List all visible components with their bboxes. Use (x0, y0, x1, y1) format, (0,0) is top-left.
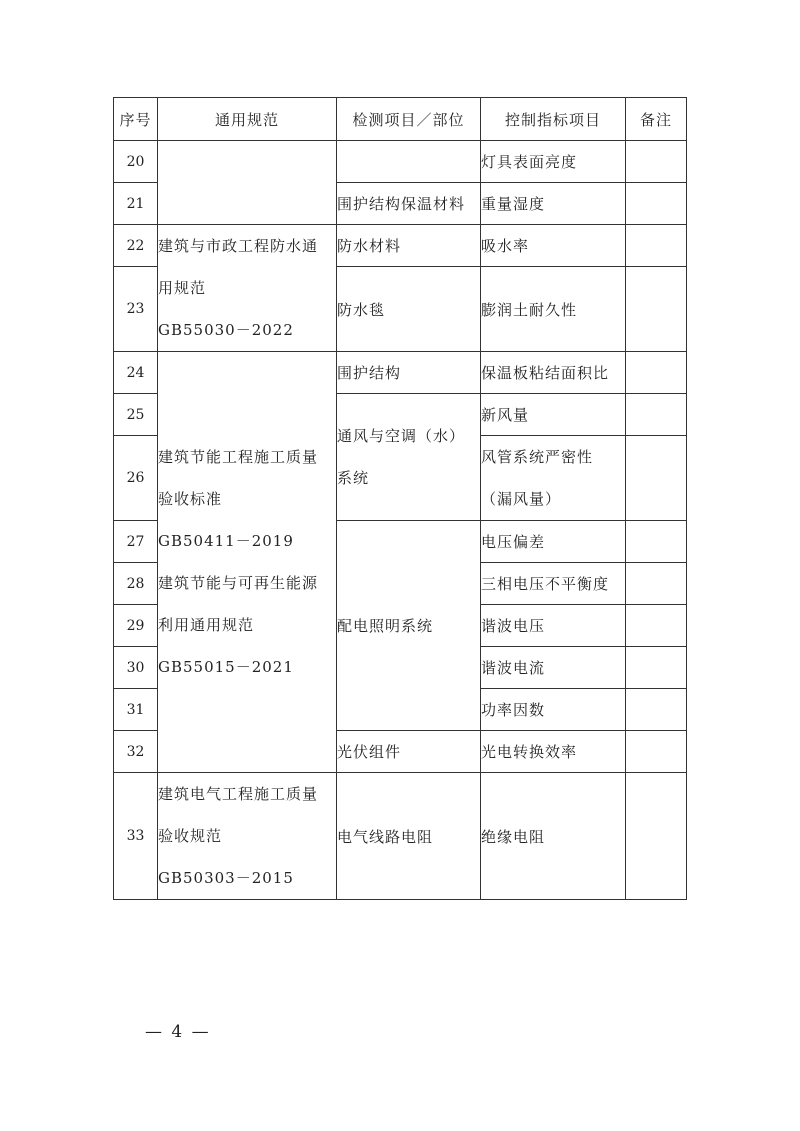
standard-cell-empty (158, 141, 337, 225)
standard-line: 建筑节能工程施工质量 (158, 448, 319, 466)
indicator-cell: 功率因数 (481, 689, 626, 731)
header-seq: 序号 (114, 98, 158, 141)
row-number: 31 (114, 689, 158, 731)
indicator-cell: 膨润土耐久性 (481, 267, 626, 352)
indicator-cell: 电压偏差 (481, 521, 626, 563)
row-number: 27 (114, 521, 158, 563)
table-row (114, 141, 687, 183)
row-number: 23 (114, 267, 158, 352)
header-remark: 备注 (626, 98, 687, 141)
row-number: 28 (114, 563, 158, 605)
standard-line: 建筑与市政工程防水通 (158, 237, 319, 255)
item-cell: 防水材料 (337, 225, 481, 267)
header-standard: 通用规范 (158, 98, 337, 141)
remark-cell (626, 394, 687, 436)
item-cell: 围护结构 (337, 352, 481, 394)
standard-line: 建筑节能与可再生能源 (158, 574, 319, 592)
item-cell: 防水毯 (337, 267, 481, 352)
row-number: 30 (114, 647, 158, 689)
remark-cell (626, 689, 687, 731)
row-number: 22 (114, 225, 158, 267)
remark-cell (626, 141, 687, 183)
standard-line: 验收标准 (158, 490, 223, 508)
table-row (114, 352, 687, 394)
remark-cell (626, 773, 687, 900)
item-cell-empty (337, 141, 481, 183)
standard-line: GB50303－2015 (158, 869, 294, 887)
header-item: 检测项目／部位 (337, 98, 481, 141)
standard-line: GB50411－2019 (158, 532, 294, 550)
item-cell: 围护结构保温材料 (337, 183, 481, 225)
row-number: 33 (114, 773, 158, 900)
indicator-cell: 灯具表面亮度 (481, 141, 626, 183)
remark-cell (626, 267, 687, 352)
item-cell-power: 配电照明系统 (337, 521, 481, 731)
remark-cell (626, 563, 687, 605)
remark-cell (626, 647, 687, 689)
item-cell: 光伏组件 (337, 731, 481, 773)
remark-cell (626, 605, 687, 647)
indicator-cell: 三相电压不平衡度 (481, 563, 626, 605)
indicator-cell: 吸水率 (481, 225, 626, 267)
indicator-cell: 保温板粘结面积比 (481, 352, 626, 394)
indicator-line: 风管系统严密性 (481, 448, 594, 466)
standard-cell-waterproof (158, 225, 337, 352)
row-number: 29 (114, 605, 158, 647)
table-row (114, 225, 687, 267)
indicator-cell: 新风量 (481, 394, 626, 436)
standard-cell-energy (158, 352, 337, 773)
remark-cell (626, 183, 687, 225)
row-number: 32 (114, 731, 158, 773)
item-line: 系统 (337, 469, 370, 487)
indicator-cell: 谐波电流 (481, 647, 626, 689)
standard-line: GB55015－2021 (158, 658, 294, 676)
item-cell: 电气线路电阻 (337, 773, 481, 900)
page-number: — 4 — (145, 1022, 211, 1042)
standard-line: 建筑电气工程施工质量 (158, 785, 319, 803)
row-number: 26 (114, 436, 158, 521)
indicator-line: （漏风量） (481, 490, 562, 508)
standard-cell-electric (158, 773, 337, 900)
standard-line: 利用通用规范 (158, 616, 255, 634)
indicator-cell (481, 436, 626, 521)
inspection-table (113, 97, 687, 900)
item-line: 通风与空调（水） (337, 427, 466, 445)
remark-cell (626, 521, 687, 563)
remark-cell (626, 352, 687, 394)
indicator-cell: 光电转换效率 (481, 731, 626, 773)
header-indicator: 控制指标项目 (481, 98, 626, 141)
indicator-cell: 谐波电压 (481, 605, 626, 647)
standard-line: 验收规范 (158, 827, 223, 845)
table-row (114, 773, 687, 900)
row-number: 25 (114, 394, 158, 436)
table-header-row (114, 98, 687, 141)
remark-cell (626, 225, 687, 267)
row-number: 21 (114, 183, 158, 225)
row-number: 24 (114, 352, 158, 394)
row-number: 20 (114, 141, 158, 183)
indicator-cell: 重量湿度 (481, 183, 626, 225)
remark-cell (626, 436, 687, 521)
standard-line: 用规范 (158, 279, 207, 297)
indicator-cell: 绝缘电阻 (481, 773, 626, 900)
standard-line: GB55030－2022 (158, 321, 294, 339)
remark-cell (626, 731, 687, 773)
item-cell-hvac (337, 394, 481, 521)
